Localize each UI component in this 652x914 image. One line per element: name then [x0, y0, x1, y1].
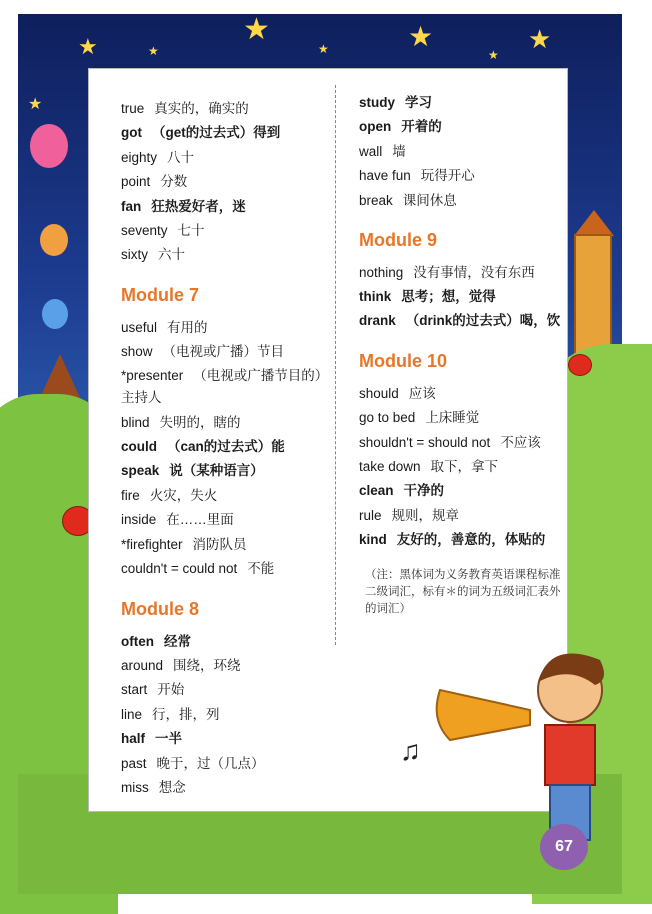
vocab-meaning: （电视或广播）节目 [162, 344, 285, 360]
star-icon: ★ [408, 21, 434, 52]
vocabulary-note: （注：黑体词为义务教育英语课程标准二级词汇，标有＊的词为五级词汇表外的词汇） [365, 568, 561, 615]
vocab-word: seventy [121, 223, 168, 239]
vocab-entry [359, 310, 564, 334]
vocab-entry [359, 261, 564, 285]
vocab-meaning: 一半 [155, 731, 183, 747]
vocab-meaning: 七十 [177, 223, 205, 239]
vocab-meaning: 真实的，确实的 [154, 101, 249, 116]
vocab-word: *presenter [121, 367, 184, 383]
vocab-word: show [121, 344, 153, 360]
vocab-meaning: 思考；想，觉得 [401, 289, 496, 305]
vocab-entry [121, 195, 326, 219]
vocab-entry [359, 91, 564, 115]
vocab-meaning: 火灾，失火 [149, 487, 218, 503]
vocab-word: have fun [359, 168, 411, 184]
vocab-entry [121, 654, 326, 678]
vocab-word: line [121, 706, 143, 722]
vocab-meaning: 狂热爱好者，迷 [151, 198, 246, 214]
vocab-meaning: 晚于，过（几点） [156, 755, 265, 771]
vocab-meaning: 干净的 [403, 483, 445, 499]
vocab-entry [359, 285, 564, 309]
vocab-word: sixty [121, 247, 148, 263]
vocab-meaning: （get的过去式）得到 [152, 125, 281, 141]
vocab-meaning: 六十 [158, 247, 185, 263]
vocab-entry [359, 164, 564, 188]
vocab-entry [121, 121, 326, 145]
vocab-word: start [121, 682, 148, 698]
module-10-heading: Module 10 [359, 350, 448, 371]
vocab-entry [121, 435, 326, 459]
vocab-meaning: 有用的 [167, 319, 208, 335]
vocab-word: fire [121, 487, 140, 503]
vocab-entry [121, 678, 326, 702]
vocab-meaning: 墙 [392, 143, 406, 159]
vocab-meaning: 在……里面 [166, 512, 234, 528]
vocab-word: inside [121, 512, 157, 528]
vocab-word: miss [121, 779, 149, 795]
module-7-heading: Module 7 [121, 284, 200, 305]
vocab-meaning: 失明的，瞎的 [159, 414, 241, 430]
vocab-meaning: 说（某种语言） [169, 463, 264, 479]
vocab-word: wall [359, 143, 383, 159]
vocab-entry [121, 752, 326, 776]
star-icon: ★ [148, 44, 159, 58]
pink-balloon-icon [30, 124, 68, 168]
trumpet-icon [437, 690, 530, 740]
vocab-meaning: 课间休息 [402, 192, 457, 208]
vocab-meaning: 应该 [408, 385, 436, 401]
column-divider [335, 85, 336, 645]
vocab-meaning: 玩得开心 [420, 168, 475, 184]
vocab-word: should [359, 385, 399, 401]
star-icon: ★ [528, 24, 552, 54]
vocab-word: speak [121, 463, 160, 479]
vocab-word: nothing [359, 265, 404, 281]
vocab-meaning: 规则，规章 [391, 507, 460, 523]
vocab-meaning: 围绕，环绕 [173, 657, 241, 673]
vocab-entry [121, 243, 326, 267]
vocab-entry [121, 533, 326, 557]
vocab-entry [121, 459, 326, 483]
vocab-word: half [121, 731, 146, 747]
vocab-meaning: 上床睡觉 [425, 410, 480, 426]
vocab-entry [121, 411, 326, 435]
vocab-meaning: 没有事情，没有东西 [413, 265, 535, 281]
vocab-word: shouldn't = should not [359, 434, 491, 450]
castle-roof-icon [574, 210, 614, 236]
vocab-word: kind [359, 532, 387, 548]
page-number-badge: 67 [540, 824, 588, 870]
orange-balloon-icon [40, 224, 68, 256]
vocab-entry [359, 479, 564, 503]
vocab-word: got [121, 125, 142, 141]
vocab-entry [359, 455, 564, 479]
vocab-word: blind [121, 414, 150, 430]
vocab-word: take down [359, 459, 421, 475]
vocab-word: break [359, 192, 393, 208]
left-column [121, 97, 326, 800]
vocab-entry [359, 504, 564, 528]
vocab-entry [359, 140, 564, 164]
vocab-entry [359, 189, 564, 213]
vocab-meaning: 消防队员 [192, 536, 247, 552]
vocab-word: often [121, 633, 154, 649]
vocab-meaning: 不应该 [500, 434, 541, 450]
vocab-word: useful [121, 319, 158, 335]
vocab-entry [359, 431, 564, 455]
vocab-entry [121, 340, 326, 364]
vocab-meaning: 八十 [167, 149, 195, 165]
vocab-entry [121, 170, 326, 194]
vocab-word: open [359, 119, 392, 135]
vocab-entry [121, 630, 326, 654]
vocab-entry [121, 316, 326, 340]
vocab-meaning: 开着的 [401, 119, 442, 135]
vocab-word: eighty [121, 149, 158, 165]
vocab-meaning: 想念 [158, 779, 186, 795]
vocab-word: point [121, 174, 151, 190]
vocab-meaning: （电视或广播节目的）主持人 [121, 367, 322, 405]
apple-icon [568, 354, 592, 376]
vocab-meaning: 经常 [164, 633, 191, 649]
vocab-entry [359, 528, 564, 552]
child-body-icon [545, 725, 595, 785]
vocab-word: around [121, 657, 164, 673]
vocab-entry [121, 703, 326, 727]
vocab-word: could [121, 439, 157, 455]
vocab-word: go to bed [359, 410, 416, 426]
vocab-meaning: 分数 [160, 174, 188, 190]
vocab-entry [121, 146, 326, 170]
blue-balloon-icon [42, 299, 68, 329]
module-9-heading: Module 9 [359, 230, 438, 251]
vocab-word: couldn't = could not [121, 561, 238, 577]
trumpet-child-illustration [400, 630, 610, 860]
vocab-meaning: 开始 [157, 682, 185, 698]
vocab-meaning: （drink的过去式）喝，饮 [405, 312, 561, 328]
vocab-entry [121, 776, 326, 800]
vocab-meaning: （can的过去式）能 [167, 439, 285, 455]
vocab-word: think [359, 289, 392, 305]
vocab-word: clean [359, 483, 394, 499]
vocab-word: past [121, 755, 147, 771]
vocab-word: true [121, 101, 145, 116]
vocab-entry [359, 115, 564, 139]
vocab-meaning: 友好的，善意的，体贴的 [396, 532, 546, 548]
star-icon: ★ [28, 96, 43, 113]
vocab-entry [121, 365, 326, 411]
vocab-entry [121, 97, 326, 121]
vocab-meaning: 学习 [405, 95, 433, 110]
vocab-entry [121, 219, 326, 243]
vocab-entry [121, 508, 326, 532]
vocab-entry [359, 406, 564, 430]
star-icon: ★ [318, 42, 329, 56]
vocab-entry [359, 382, 564, 406]
vocab-entry [121, 484, 326, 508]
vocab-word: fan [121, 198, 142, 214]
vocab-entry [121, 727, 326, 751]
star-icon: ★ [78, 34, 98, 59]
vocab-word: rule [359, 507, 382, 523]
music-note-icon: ♫ [400, 735, 421, 766]
vocab-meaning: 取下，拿下 [430, 459, 499, 475]
right-column [359, 91, 564, 618]
vocab-meaning: 不能 [247, 561, 275, 577]
vocab-word: study [359, 95, 396, 110]
star-icon: ★ [243, 13, 270, 46]
star-icon: ★ [488, 48, 499, 62]
module-8-heading: Module 8 [121, 598, 200, 619]
vocab-meaning: 行，排，列 [152, 706, 220, 722]
vocab-word: *firefighter [121, 536, 183, 552]
vocab-entry [121, 557, 326, 581]
vocab-word: drank [359, 312, 396, 328]
